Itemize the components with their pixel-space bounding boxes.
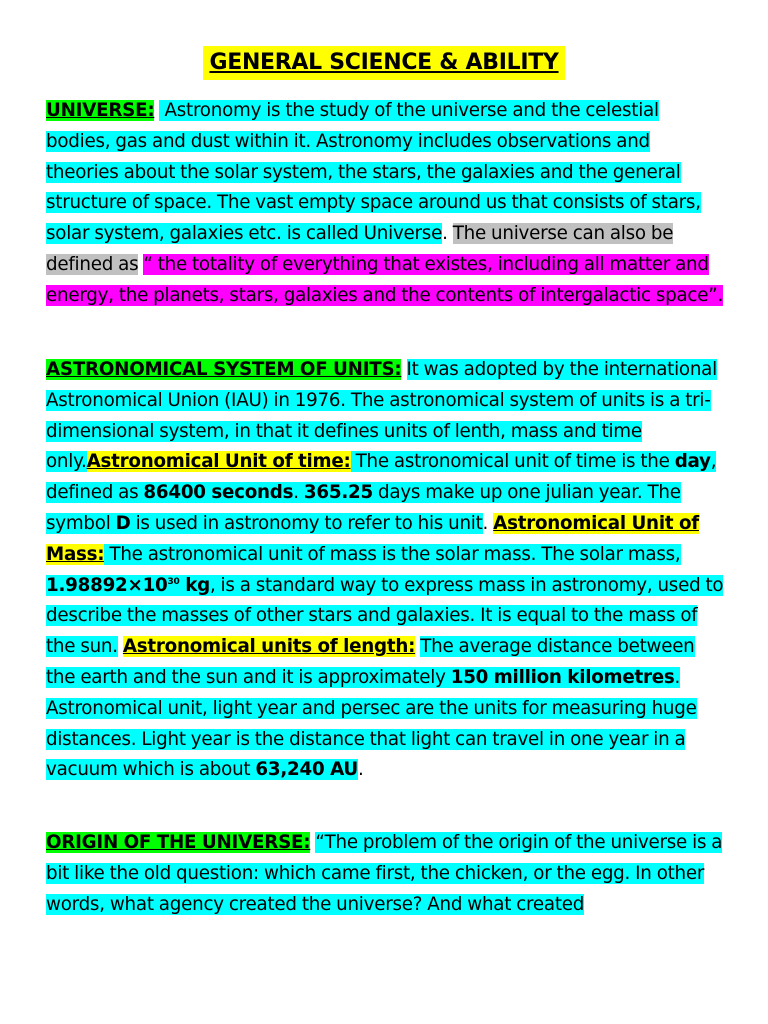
unit-of-time-symbol: D — [115, 512, 131, 534]
unit-of-length-text-2: . Astronomical unit, light year and persec are the units for measuring huge distances. Light year is the distance that light can travel in one year in a vacuum which is about — [46, 666, 697, 781]
universe-definition-quote: “ the totality of everything that existes, including all matter and energy, the planets, stars, galaxies and the contents of intergalactic space”. — [46, 253, 724, 306]
universe-heading: UNIVERSE: — [46, 100, 155, 121]
unit-of-length-text — [46, 636, 697, 780]
page-title: GENERAL SCIENCE & ABILITY — [203, 46, 564, 80]
solar-mass-value — [46, 575, 210, 596]
unit-of-length-heading: Astronomical units of length: — [122, 636, 416, 658]
astronomical-units-heading: ASTRONOMICAL SYSTEM OF UNITS: — [46, 359, 402, 380]
unit-of-time-day: day — [674, 451, 711, 473]
astronomical-units-paragraph — [46, 355, 726, 786]
astronomical-units-intro: It was adopted by the international Astronomical Union (IAU) in 1976. The astronomical system of units is a tri-dimensional system, in that it defines units of lenth, mass and time only. — [46, 359, 717, 473]
universe-body: Astronomy is the study of the universe and the celestial bodies, gas and dust within it. Astronomy includes observations and theories about the solar system, the stars, the galaxies and the general structure of space. The vast empty space around us that consists of stars, solar system, galaxies etc. is called Universe — [46, 100, 701, 245]
universe-paragraph — [46, 96, 726, 312]
unit-of-time-text-5: is used in astronomy to refer to his unit — [135, 512, 483, 534]
unit-of-time-seconds: 86400 seconds — [143, 482, 294, 504]
unit-of-time-text-2: , defined as — [46, 451, 717, 504]
origin-heading: ORIGIN OF THE UNIVERSE: — [46, 832, 311, 853]
unit-of-time-days: 365.25 — [303, 482, 373, 504]
universe-period: . — [442, 223, 448, 245]
origin-text: “The problem of the origin of the universe is a bit like the old question: which came first, the chicken, or the egg. In other words, what agency created the universe? And what created — [46, 832, 723, 915]
unit-of-length-text-1: The average distance between the earth and the sun and it is approximately — [46, 636, 695, 688]
unit-of-time-period: . — [482, 512, 489, 534]
unit-of-time-text-4: days make up one julian year. The symbol — [46, 482, 681, 534]
title-container — [0, 46, 768, 80]
solar-mass-mantissa: 1.98892×10 — [46, 574, 168, 596]
solar-mass-unit: kg — [185, 574, 210, 596]
origin-paragraph — [46, 828, 726, 920]
light-year-au: 63,240 AU — [255, 759, 358, 781]
universe-definition-lead: The universe can also be defined as — [46, 223, 674, 275]
unit-of-mass-text-2: , is a standard way to express mass in astronomy, used to describe the masses of other stars and galaxies. It is equal to the mass of the sun. — [46, 574, 724, 658]
unit-of-mass-text-1: The astronomical unit of mass is the solar mass. The solar mass, — [109, 543, 681, 565]
unit-of-time-text-3: . — [293, 482, 299, 504]
astronomical-units-text — [46, 359, 717, 534]
unit-of-mass-heading: Astronomical Unit of Mass: — [46, 512, 699, 565]
unit-of-length-period: . — [358, 759, 364, 781]
solar-mass-exponent: 30 — [167, 576, 180, 587]
unit-of-time-text-1: The astronomical unit of time is the — [355, 451, 670, 473]
earth-sun-distance: 150 million kilometres — [450, 666, 675, 688]
unit-of-time-heading: Astronomical Unit of time: — [86, 451, 351, 473]
